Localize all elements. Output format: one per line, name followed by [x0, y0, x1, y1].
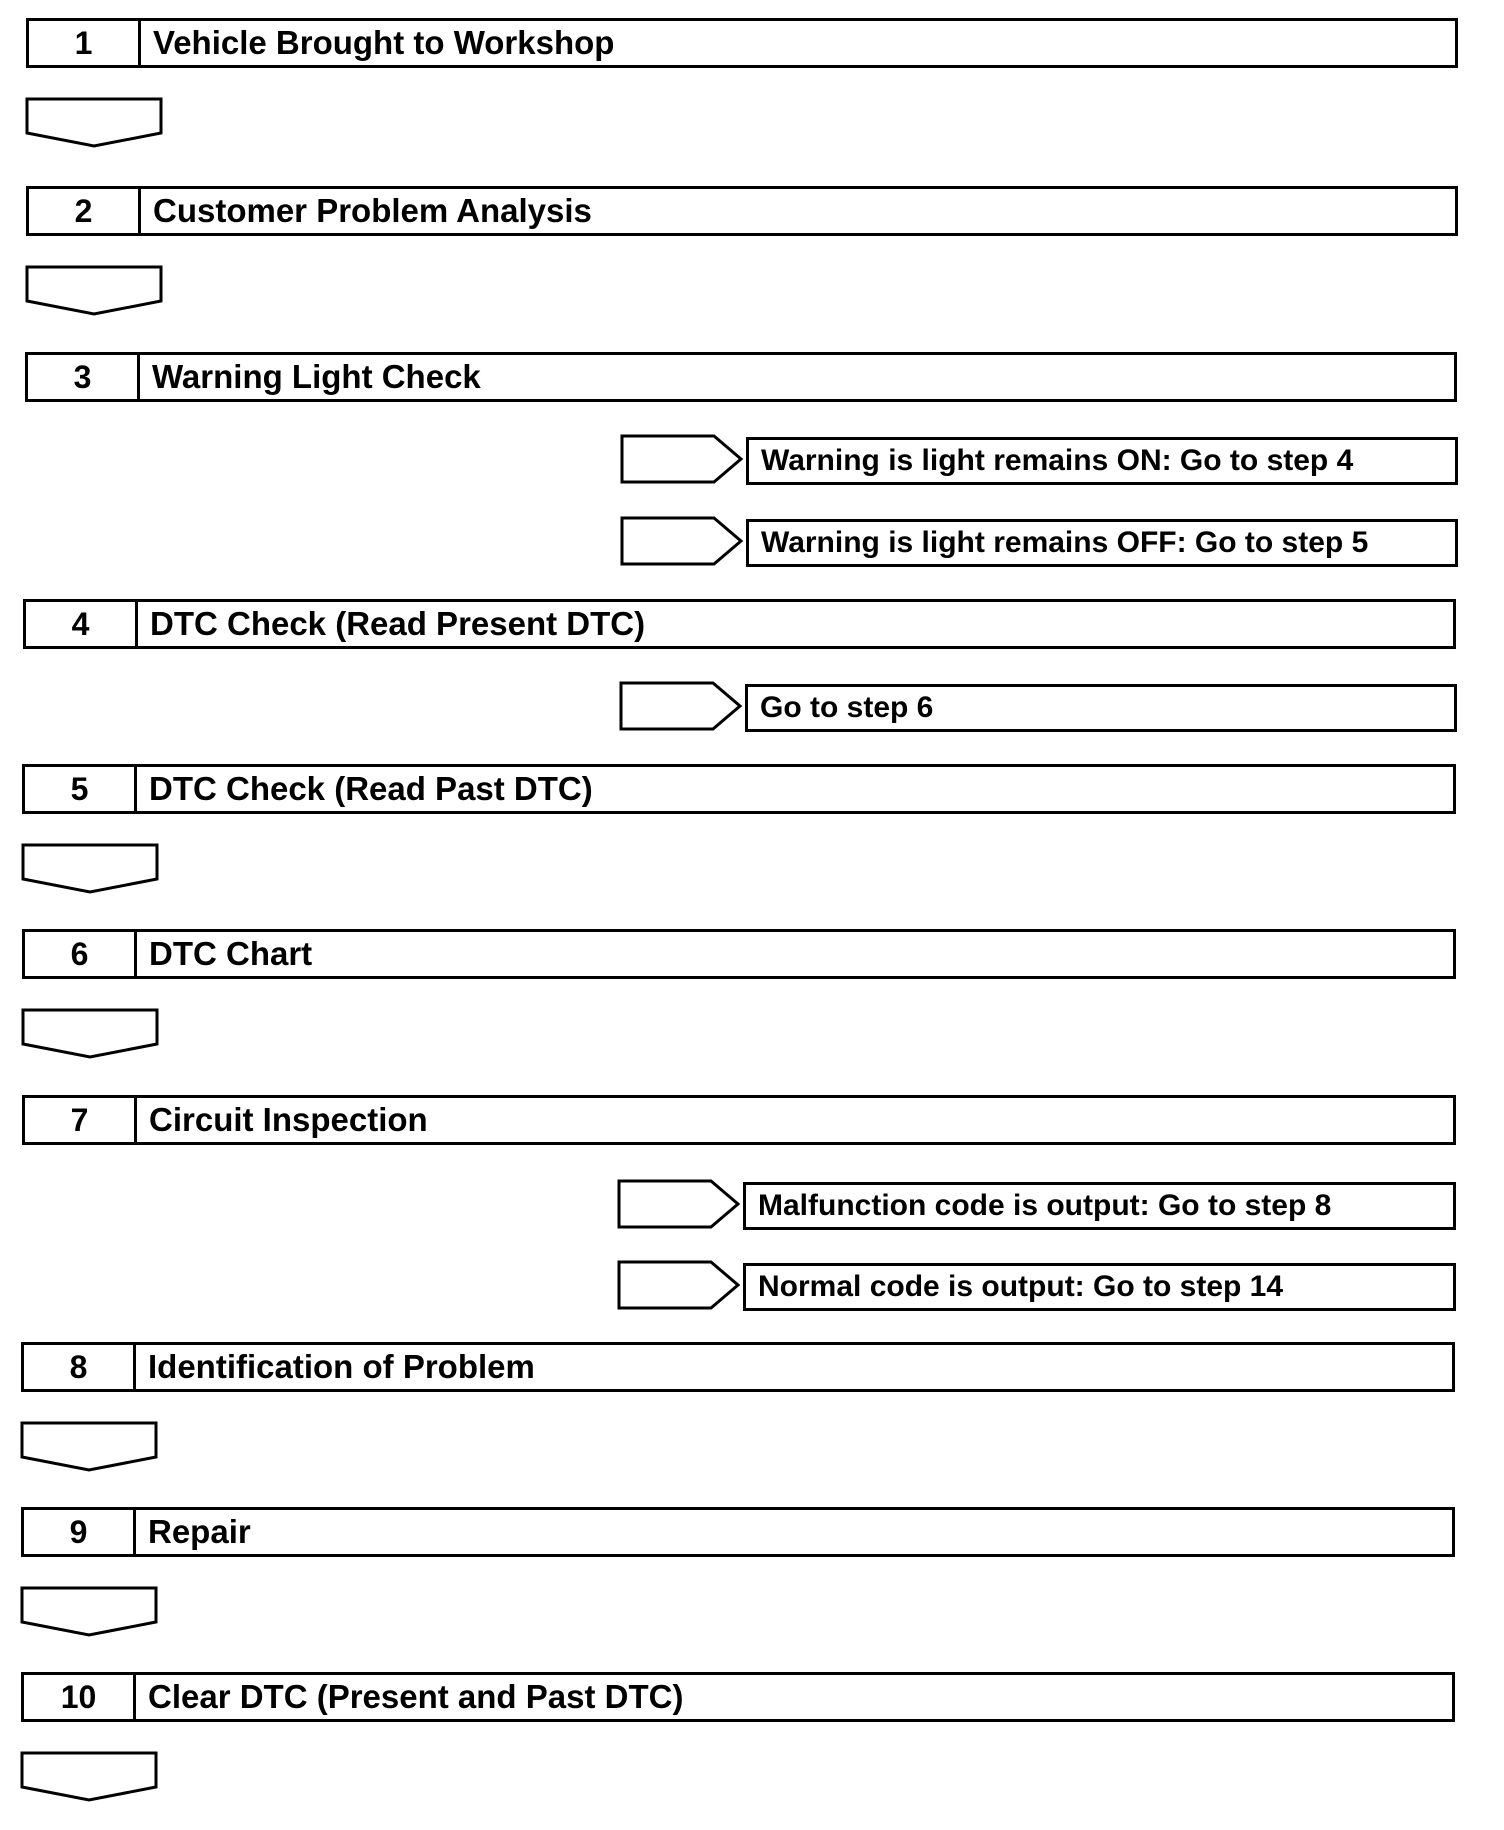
step-4-title: DTC Check (Read Present DTC)	[150, 605, 646, 642]
step-4-box	[23, 599, 1456, 649]
step-9-number: 9	[24, 1510, 136, 1554]
right-arrow-icon	[617, 1260, 741, 1310]
step-6-number: 6	[25, 932, 137, 976]
step-3-box	[25, 352, 1457, 402]
step-10-box	[21, 1672, 1455, 1722]
down-arrow-icon	[21, 843, 159, 895]
step-2-number: 2	[29, 189, 141, 233]
step-1-box	[26, 18, 1458, 68]
step-1-title: Vehicle Brought to Workshop	[153, 24, 615, 61]
step-9-box	[21, 1507, 1455, 1557]
branch-normal-code: Normal code is output: Go to step 14	[743, 1263, 1456, 1311]
step-1-number: 1	[29, 21, 141, 65]
right-arrow-icon	[619, 681, 743, 731]
down-arrow-icon	[20, 1751, 158, 1803]
branch-go-to-step-6: Go to step 6	[745, 684, 1457, 732]
branch-warning-off: Warning is light remains OFF: Go to step 5	[746, 519, 1458, 567]
branch-warning-on: Warning is light remains ON: Go to step 4	[746, 437, 1458, 485]
step-2-title: Customer Problem Analysis	[153, 192, 592, 229]
step-8-title: Identification of Problem	[148, 1348, 535, 1385]
step-8-number: 8	[24, 1345, 136, 1389]
step-10-title: Clear DTC (Present and Past DTC)	[148, 1678, 684, 1715]
step-7-box	[22, 1095, 1456, 1145]
down-arrow-icon	[20, 1586, 158, 1638]
step-7-number: 7	[25, 1098, 137, 1142]
right-arrow-icon	[617, 1179, 741, 1229]
down-arrow-icon	[25, 97, 163, 149]
step-10-number: 10	[24, 1675, 136, 1719]
step-9-title: Repair	[148, 1513, 251, 1550]
right-arrow-icon	[620, 516, 744, 566]
step-3-number: 3	[28, 355, 140, 399]
step-2-box	[26, 186, 1458, 236]
step-7-title: Circuit Inspection	[149, 1101, 428, 1138]
step-5-title: DTC Check (Read Past DTC)	[149, 770, 593, 807]
right-arrow-icon	[620, 434, 744, 484]
step-6-title: DTC Chart	[149, 935, 313, 972]
down-arrow-icon	[21, 1008, 159, 1060]
step-6-box	[22, 929, 1456, 979]
step-5-box	[22, 764, 1456, 814]
step-4-number: 4	[26, 602, 138, 646]
branch-malfunction-code: Malfunction code is output: Go to step 8	[743, 1182, 1456, 1230]
down-arrow-icon	[20, 1421, 158, 1473]
step-3-title: Warning Light Check	[152, 358, 481, 395]
down-arrow-icon	[25, 265, 163, 317]
step-8-box	[21, 1342, 1455, 1392]
step-5-number: 5	[25, 767, 137, 811]
